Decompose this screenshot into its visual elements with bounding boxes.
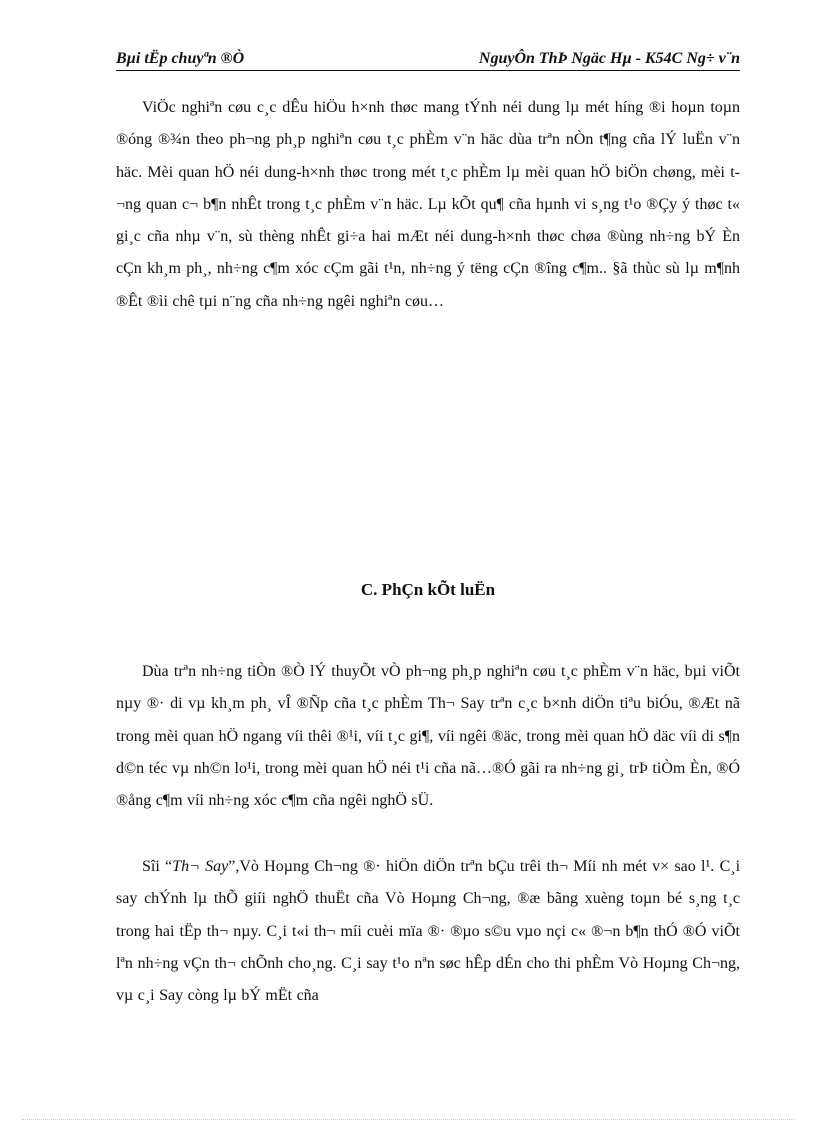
body-paragraph-3: [116, 851, 740, 1012]
body-paragraph-2: Dùa trªn nh÷ng tiÒn ®Ò lÝ thuyÕt vÒ ph¬ng ph¸p nghiªn cøu t¸c phÈm v¨n häc, bµi viÕt nµy ®· di vµ kh¸m ph¸ vÎ ®Ñp cña t¸c phÈm Th¬ Say trªn c¸c b×nh diÖn tiªu biÓu, ®Æt nã trong mèi quan hÖ ngang víi thêi ®¹i, víi t¸c gi¶, víi ngêi ®äc, trong mèi quan hÖ däc víi di s¶n d©n téc vµ nh©n lo¹i, trong mèi quan hÖ néi t¹i cña nã…®Ó gãi ra nh÷ng gi¸ trÞ tiÒm Èn, ®Ó ®ång c¶m víi nh÷ng xóc c¶m cña ngêi nghÖ sÜ.: [116, 663, 740, 810]
body-paragraph-1: ViÖc nghiªn cøu c¸c dÊu hiÖu h×nh thøc mang tÝnh néi dung lµ mét híng ®i hoµn toµn ®óng ®¾n theo ph¬ng ph¸p nghiªn cøu t¸c phÈm v¨n häc dùa trªn nÒn t¶ng cña lÝ luËn v¨n häc. Mèi quan hÖ néi dung-h×nh thøc trong mét t¸c phÈm lµ mèi quan hÖ biÖn chøng, mèi t¬ng quan c¬ b¶n nhÊt trong t¸c phÈm v¨n häc. Lµ kÕt qu¶ cña hµnh vi s¸ng t¹o ®Çy ý thøc t« gi¸c cña nhµ v¨n, sù thèng nhÊt gi÷a hai mÆt néi dung-h×nh thøc chøa ®ùng nh÷ng bÝ Èn cÇn kh¸m ph¸, nh÷ng c¶m xóc cÇm gãi t¹n, nh÷ng ý tëng cÇn ®îng c¶m.. §ã thùc sù lµ m¶nh ®Êt ®ìi chê tµi n¨ng cña nh÷ng ngêi nghiªn cøu…: [116, 99, 740, 310]
header-left-text: Bµi tËp chuyªn ®Ò: [116, 50, 245, 67]
page-header: [116, 48, 740, 71]
page-bottom-divider: [22, 1119, 794, 1120]
paragraph-3-body: ”,Vò Hoµng Ch¬ng ®· hiÖn diÖn trªn bÇu trêi th¬ Míi nh mét v× sao l¹. C¸i say chÝnh lµ thÕ giíi nghÖ thuËt cña Vò Hoµng Ch¬ng, ®æ bãng xuèng toµn bé s¸ng t¸c trong hai tËp th¬ nµy. C¸i t«i th¬ míi cuèi mïa ®· ®µo s©u vµo nçi c« ®¬n b¶n thÓ ®Ó viÕt lªn nh÷ng vÇn th¬ chÕnh cho¸ng. C¸i say t¹o nªn søc hÊp dÉn cho thi phÈm Vò Hoµng Ch¬ng, vµ c¸i Say còng lµ bÝ mËt cña: [116, 858, 741, 1005]
paragraph-3-lead: Sîi “: [142, 858, 173, 875]
section-heading: C. PhÇn kÕt luËn: [360, 580, 496, 599]
header-right-text: NguyÔn ThÞ Ngäc Hµ - K54C Ng÷ v¨n: [478, 50, 740, 67]
poem-title: Th¬ Say: [172, 858, 229, 875]
